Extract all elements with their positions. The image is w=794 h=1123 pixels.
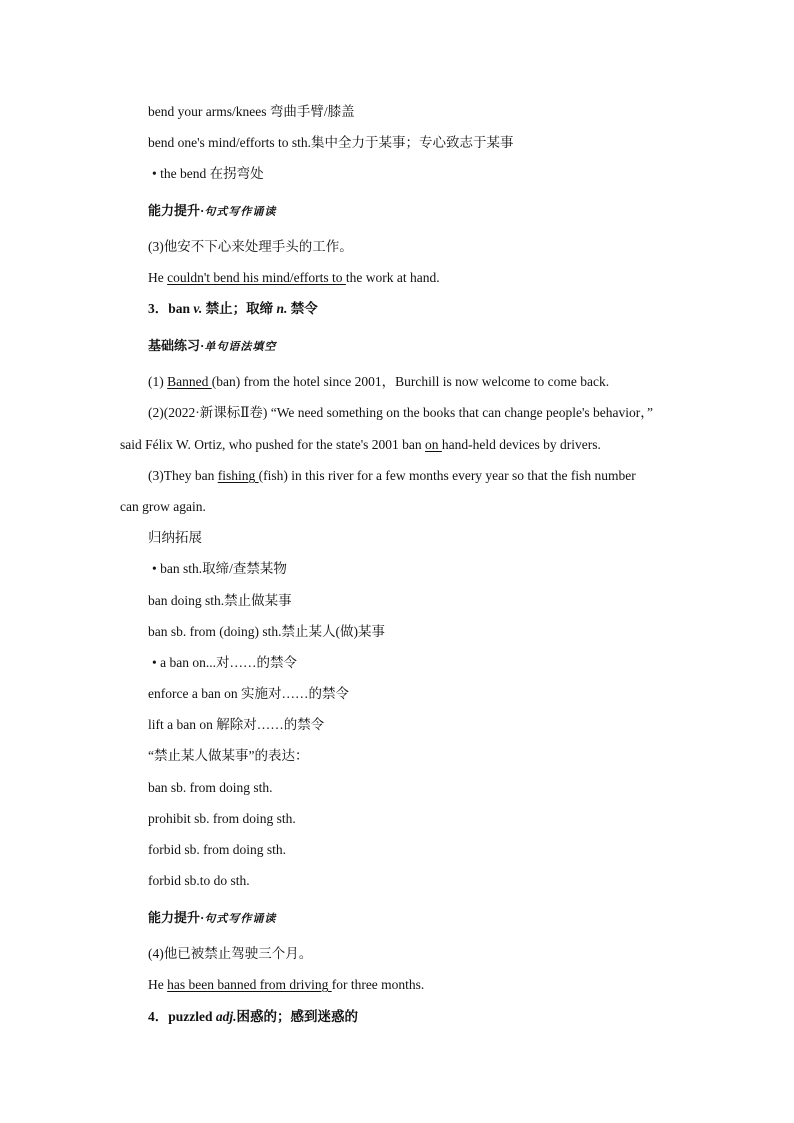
basic-exercise-2-line2	[120, 436, 601, 454]
section-heading-main: 能力提升·	[148, 910, 205, 925]
summary-item: forbid sb.to do sth.	[148, 873, 250, 888]
section-heading-main: 能力提升·	[148, 203, 205, 218]
section-heading-sub: 句式写作诵读	[204, 206, 277, 218]
summary-item: prohibit sb. from doing sth.	[148, 811, 296, 826]
section-heading-writing-2	[148, 909, 276, 928]
answer-blank: on	[425, 437, 442, 452]
exercise-4-english	[148, 976, 424, 994]
summary-subheading: “禁止某人做某事”的表达：	[148, 748, 309, 763]
entry-heading-puzzled	[148, 1008, 358, 1026]
entry-meaning: 困惑的；感到迷惑的	[236, 1009, 359, 1024]
exercise-3-english	[148, 269, 440, 287]
summary-item: • ban sth.取缔/查禁某物	[152, 561, 287, 576]
answer-blank: Banned	[167, 374, 212, 389]
summary-item: ban sb. from (doing) sth.禁止某人(做)某事	[148, 624, 385, 639]
basic-exercise-3-line2: can grow again.	[120, 499, 206, 514]
basic-exercise-2-line1: (2)(2022·新课标Ⅱ卷) “We need something on the books that can change people's behavior，”	[148, 405, 653, 420]
phrase-bend-arms: bend your arms/knees 弯曲手臂/膝盖	[148, 104, 355, 119]
summary-item: ban doing sth.禁止做某事	[148, 593, 292, 608]
section-heading-sub: 句式写作诵读	[204, 913, 277, 925]
entry-heading-ban	[148, 300, 318, 318]
exercise-4-chinese: (4)他已被禁止驾驶三个月。	[148, 946, 313, 961]
basic-exercise-1	[148, 373, 609, 391]
sentence-suffix: (ban) from the hotel since 2001，Burchill is now welcome to come back.	[211, 374, 610, 389]
entry-meaning-noun: 禁令	[287, 301, 318, 316]
sentence-prefix: He	[148, 270, 168, 285]
exercise-3-chinese: (3)他安不下心来处理手头的工作。	[148, 239, 353, 254]
sentence-suffix: the work at hand.	[345, 270, 440, 285]
summary-item: ban sb. from doing sth.	[148, 780, 273, 795]
answer-blank: couldn't bend his mind/efforts to	[167, 270, 346, 285]
section-heading-sub: 单句语法填空	[204, 341, 277, 353]
sentence-suffix: for three months.	[331, 977, 425, 992]
summary-item: lift a ban on 解除对……的禁令	[148, 717, 325, 732]
part-of-speech-adj: adj.	[215, 1009, 237, 1024]
sentence-prefix: (1)	[148, 374, 168, 389]
part-of-speech-verb: v.	[193, 301, 203, 316]
basic-exercise-3-line1	[148, 467, 636, 485]
summary-item: forbid sb. from doing sth.	[148, 842, 286, 857]
phrase-bend-mind: bend one's mind/efforts to sth.集中全力于某事；专心致志于某事	[148, 135, 514, 150]
summary-heading: 归纳拓展	[148, 530, 202, 545]
sentence-suffix: (fish) in this river for a few months every year so that the fish number	[258, 468, 636, 483]
entry-meaning-verb: 禁止；取缔	[202, 301, 277, 316]
summary-item: • a ban on...对……的禁令	[152, 655, 297, 670]
entry-word: 4．puzzled	[148, 1009, 216, 1024]
sentence-prefix: He	[148, 977, 168, 992]
sentence-prefix: said Félix W. Ortiz, who pushed for the state's 2001 ban	[120, 437, 426, 452]
entry-word: 3．ban	[148, 301, 194, 316]
summary-item: enforce a ban on 实施对……的禁令	[148, 686, 349, 701]
phrase-the-bend: • the bend 在拐弯处	[152, 166, 264, 181]
section-heading-main: 基础练习·	[148, 338, 205, 353]
answer-blank: has been banned from driving	[167, 977, 332, 992]
sentence-suffix: hand-held devices by drivers.	[441, 437, 601, 452]
section-heading-writing	[148, 202, 276, 221]
answer-blank: fishing	[217, 468, 259, 483]
sentence-prefix: (3)They ban	[148, 468, 218, 483]
part-of-speech-noun: n.	[276, 301, 288, 316]
section-heading-basic	[148, 337, 276, 356]
